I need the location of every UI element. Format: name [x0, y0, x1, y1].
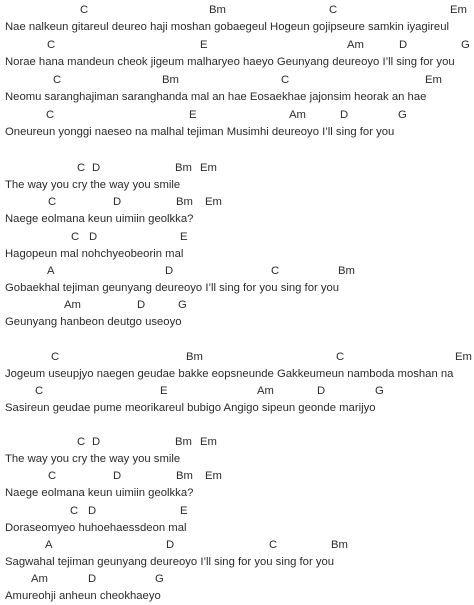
chord: Em: [205, 470, 222, 482]
chord: C: [70, 505, 79, 517]
chord: C: [281, 74, 290, 86]
chord: C: [51, 351, 60, 363]
chord: C: [35, 385, 44, 397]
lyric-line: Sasireun geudae pume meorikareul bubigo Angigo sipeun geonde marijyo: [5, 402, 376, 414]
chord: E: [189, 109, 197, 121]
lyric-line: Neomu saranghajiman saranghanda mal an hae Eosaekhae jajonsim heorak an hae: [5, 91, 427, 103]
chord: A: [45, 539, 53, 551]
lyric-line: Naege eolmana keun uimiin geolkka?: [5, 487, 194, 499]
chord: C: [336, 351, 345, 363]
chord: G: [178, 299, 187, 311]
chord: C: [77, 162, 86, 174]
chord: Bm: [186, 351, 203, 363]
chord: G: [155, 573, 164, 585]
chord: D: [113, 196, 122, 208]
chord: D: [166, 539, 175, 551]
chord: C: [48, 196, 57, 208]
lyric-line: Geunyang hanbeon deutgo useoyo: [5, 316, 182, 328]
chord: Bm: [175, 436, 192, 448]
chord: C: [47, 39, 56, 51]
chord: C: [269, 539, 278, 551]
lyric-line: Jogeum useupjyo naegen geudae bakke eopsneunde Gakkeumeun namboda moshan na: [5, 368, 454, 380]
chord: G: [375, 385, 384, 397]
chord: Em: [425, 74, 442, 86]
chord: A: [47, 265, 55, 277]
chord: Em: [205, 196, 222, 208]
chord: C: [77, 436, 86, 448]
lyric-line: Doraseomyeo huhoehaessdeon mal: [5, 522, 187, 534]
chord: E: [180, 505, 188, 517]
chord: E: [160, 385, 168, 397]
chord: C: [71, 231, 80, 243]
chord: Bm: [209, 4, 226, 16]
lyric-line: Norae hana mandeun cheok jigeum malharyeo haeyo Geunyang deureoyo I’ll sing for you: [5, 56, 455, 68]
lyric-line: Oneureun yonggi naeseo na malhal tejiman Musimhi deureoyo I’ll sing for you: [5, 126, 395, 138]
lyric-line: Gobaekhal tejiman geunyang deureoyo I’ll sing for you sing for you: [5, 282, 340, 294]
chord: Em: [450, 4, 467, 16]
chord: Am: [64, 299, 81, 311]
chord: Am: [257, 385, 274, 397]
chord: C: [48, 470, 57, 482]
chord: Em: [455, 351, 472, 363]
lyric-line: Nae nalkeun gitareul deureo haji moshan gobaegeul Hogeun gojipseure samkin iyagireul: [5, 21, 450, 33]
chord: Em: [200, 162, 217, 174]
chord: G: [461, 39, 470, 51]
chord: G: [398, 109, 407, 121]
lyric-line: The way you cry the way you smile: [5, 453, 181, 465]
chord: C: [329, 4, 338, 16]
chord: Bm: [175, 162, 192, 174]
chord: D: [92, 436, 101, 448]
chord: Bm: [331, 539, 348, 551]
chord: Em: [200, 436, 217, 448]
chord: Am: [347, 39, 364, 51]
chord: Bm: [338, 265, 355, 277]
chord: E: [180, 231, 188, 243]
chord: Bm: [176, 196, 193, 208]
chord: E: [200, 39, 208, 51]
chord: C: [80, 4, 89, 16]
chord: D: [88, 505, 97, 517]
chord: Bm: [176, 470, 193, 482]
lyric-line: Hagopeun mal nohchyeobeorin mal: [5, 248, 184, 260]
chord: D: [92, 162, 101, 174]
lyric-line: Sagwahal tejiman geunyang deureoyo I’ll sing for you sing for you: [5, 556, 335, 568]
lyric-line: The way you cry the way you smile: [5, 179, 181, 191]
chord: Am: [31, 573, 48, 585]
chord: D: [340, 109, 349, 121]
chord: C: [271, 265, 280, 277]
chord: C: [53, 74, 62, 86]
chord: D: [165, 265, 174, 277]
chord: D: [113, 470, 122, 482]
chord: D: [399, 39, 408, 51]
chord: D: [88, 573, 97, 585]
chord: Bm: [162, 74, 179, 86]
chord: D: [89, 231, 98, 243]
chord: Am: [289, 109, 306, 121]
lyric-line: Amureohji anheun cheokhaeyo: [5, 590, 161, 602]
chord: C: [46, 109, 55, 121]
lyric-line: Naege eolmana keun uimiin geolkka?: [5, 213, 194, 225]
chord: D: [317, 385, 326, 397]
chord: D: [137, 299, 146, 311]
